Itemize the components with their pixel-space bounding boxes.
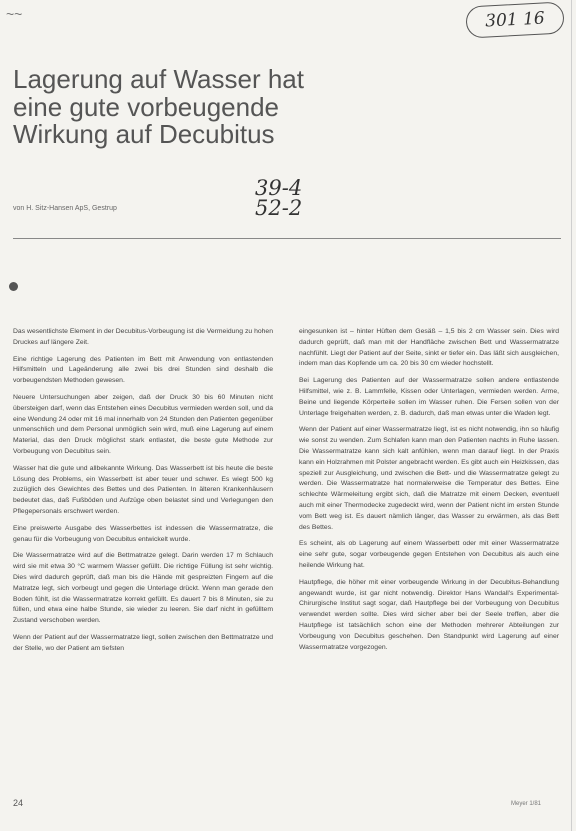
paragraph: Neuere Untersuchungen aber zeigen, daß der Druck 30 bis 60 Minuten nicht übersteigen darf, wenn das Entstehen eines Decubitus vermieden werden soll, und da eine Wendung 24 oder mit 16 mal innerhalb von 24 Stunden den Patienten gegenüber unmenschlich und dem Personal unmöglich sein wird, muß eine Lagerung auf einem Material, das den Druck möglichst stark entlastet, die beste gute Methode zur Vorbeugung von Decubitus sein. [13,393,273,455]
bullet-dot-icon [9,282,18,291]
right-column [299,327,559,659]
paragraph: Wenn der Patient auf der Wassermatratze liegt, sollen zwischen den Bettmatratze und der Stelle, wo der Patient am tiefsten [13,633,273,652]
paragraph: Eine preiswerte Ausgabe des Wasserbettes ist indessen die Wassermatratze, die genau für die Vorbeugung von Decubitus entwickelt wurde. [13,524,273,543]
paragraph: Hautpflege, die höher mit einer vorbeugende Wirkung in der Decubitus-Behandlung angewandt wurde, ist gar nicht notwendig. Direktor Hans Wandall's Experimental-Chirurgische Institut sagt sogar, daß Hautpflege bei der Vorbeugung von Decubitus verwendet werden sollte. Dies wird sicher aber bei der Seele treffen, aber die Hautpflege ist tatsächlich schon eine der Methoden mehrerer Abteilungen zur Vorbeugung von Decubitus geschehen. Den Standpunkt wird Lagerung auf einer Wassermatratze vorgezogen. [299,578,559,651]
source-reference: Meyer 1/81 [511,801,542,807]
article-title: Lagerung auf Wasser hat eine gute vorbeugende Wirkung auf Decubitus [13,64,304,149]
archive-stamp: 301 16 [465,1,565,38]
paragraph: Das wesentlichste Element in der Decubitus-Vorbeugung ist die Vermeidung zu hohen Druckes auf längere Zeit. [13,328,273,346]
paragraph: Eine richtige Lagerung des Patienten im Bett mit Anwendung von entlastenden Hilfsmitteln und Lageänderung alle zwei bis drei Stunden sind deshalb die vorbeugendsten Methoden gewesen. [13,355,273,385]
paragraph: Die Wassermatratze wird auf die Bettmatratze gelegt. Darin werden 17 m Schlauch wird sie mit etwa 30 °C warmem Wasser gefüllt. Die richtige Füllung ist sehr wichtig. Dies wird dadurch geprüft, daß man bis die Hände mit gespreizten Fingern auf die Matratze legt, sich vorbeugt und gegen die Unterlage drückt. Wenn man gerade den Boden fühlt, ist die Wassermatratze korrekt gefüllt. Es dauert 7 bis 8 Minuten, sie zu füllen, und etwa eine halbe Stunde, sie wieder zu leeren. Sie darf nicht in gefülltem Zustand verschoben werden. [13,552,273,625]
byline: von H. Sitz-Hansen ApS, Gestrup [13,205,117,212]
handwritten-note-line-2: 52-2 [255,196,303,220]
paragraph: Es scheint, als ob Lagerung auf einem Wasserbett oder mit einer Wassermatratze eine sehr gute, sogar vorbeugende gegen Entstehen von Decubitus als auch eine heilende Wirkung hat. [299,540,559,569]
corner-mark: ~ ~ [6,6,21,22]
paragraph: eingesunken ist – hinter Hüften dem Gesäß – 1,5 bis 2 cm Wasser sein. Dies wird dadurch geprüft, daß man mit der Handfläche zwischen Bett und Wassermatratze nachfühlt. Liegt der Patient auf der Seite, sinkt er tiefer ein. Das läßt sich ausgleichen, indem man das Kopfende um ca. 20 bis 30 cm wieder hochstellt. [299,328,559,368]
left-column [13,327,273,661]
title-divider [13,238,561,239]
handwritten-note [255,178,325,218]
scan-edge-line [571,0,572,831]
paragraph: Wenn der Patient auf einer Wassermatratze liegt, ist es nicht notwendig, ihn so häufig wie sonst zu wenden. Zum Schlafen kann man den Patienten nachts in Ruhe lassen. Die Wassermatratze kann sich kalt anfühlen, wenn man darauf liegt. In der Praxis kann ein Holzrahmen mit Polster angebracht werden. Es gibt auch ein Heizkissen, das speziell zur Ausgleichung, und zwischen die Bett- und die Wassermatratze gelegt zu werden. Die Wassermatratze hat normalerweise die Temperatur des Bettes. Eine schlechte Wärmeleitung ergibt sich, daß die Matratze mit einem Decken, eventuell auch mit einer Thermodecke zugedeckt wird, wenn der Patient nicht im ersten Stunde vom Bett weg ist. Es dauert nämlich länger, das Wasser zu erwärmen, als das Bett des Bettes. [299,426,559,531]
paragraph: Bei Lagerung des Patienten auf der Wassermatratze sollen andere entlastende Hilfsmittel, wie z. B. Lammfelle, Kissen oder Unterlagen, vermieden werden. Arme, Beine und liegende Körperteile sollen im Wasser ruhen. Die Fersen sollen von der Unterlage freigehalten werden, z. B. dadurch, daß man etwas unter die Waden legt. [299,377,559,417]
paragraph: Wasser hat die gute und allbekannte Wirkung. Das Wasserbett ist bis heute die beste Lösung des Problems, ein Wasserbett ist aber teuer und schwer. Es wiegt 500 kg zuzüglich des Gewichtes des Bettes und des Patienten. In älteren Krankenhäusern bedeutet das, daß Fußböden und Aufzüge oben belastet sind und Verlegungen den Pflegepersonals erschwert werden. [13,464,273,515]
page-number: 24 [13,798,24,808]
handwritten-note-line-1: 39-4 [255,176,303,200]
